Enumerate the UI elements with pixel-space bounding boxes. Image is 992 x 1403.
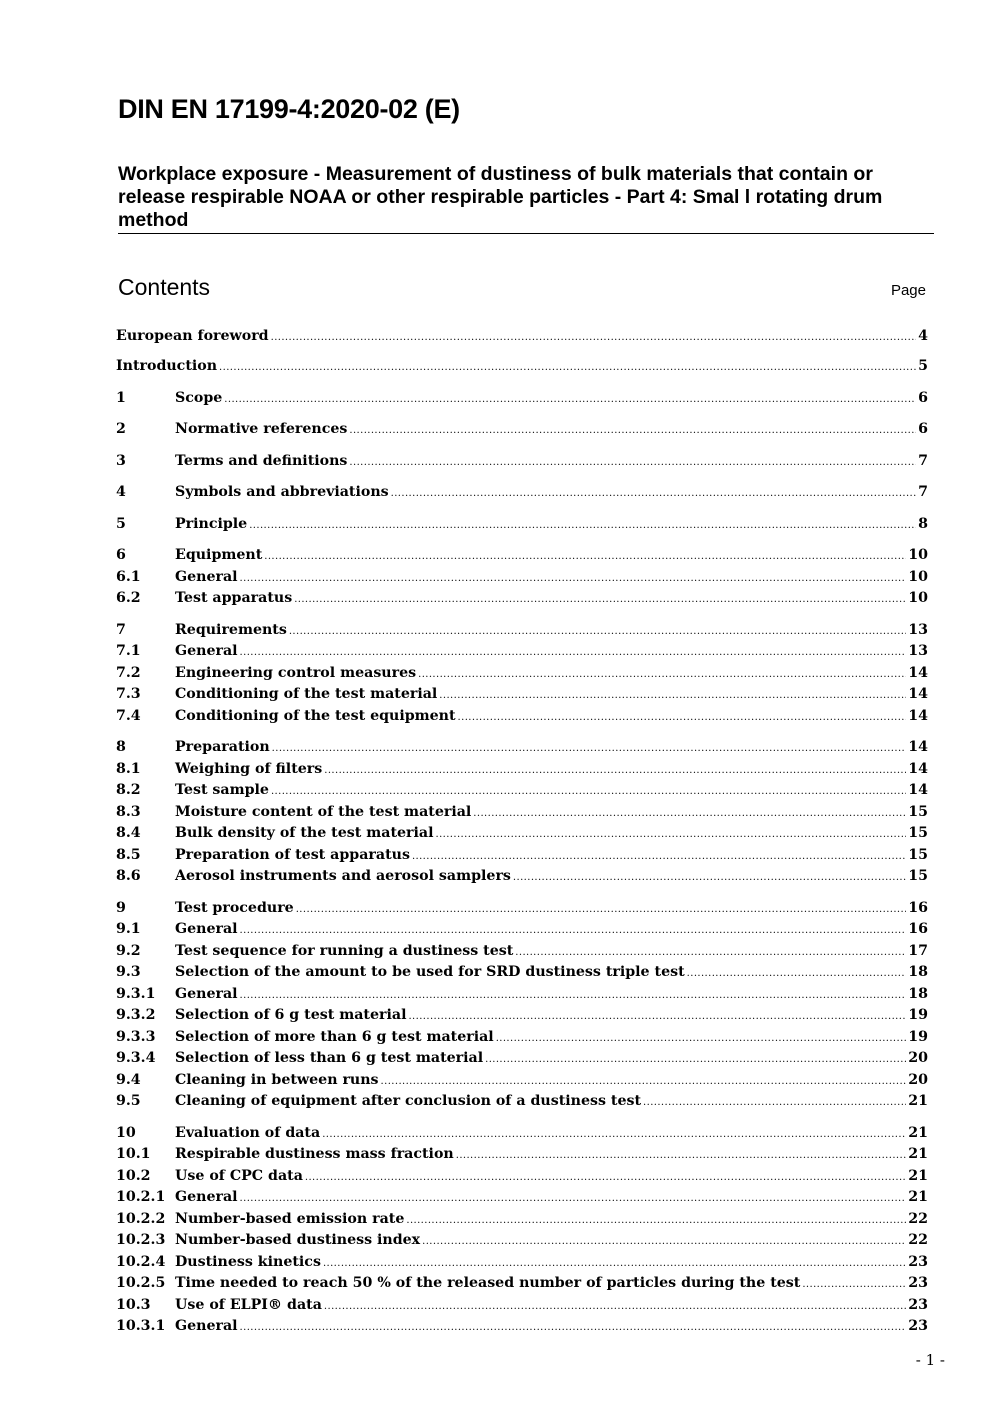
toc-entry[interactable] (116, 1090, 928, 1112)
toc-entry[interactable] (116, 1122, 928, 1144)
toc-entry-page: 21 (908, 1168, 928, 1184)
toc-entry-page: 21 (908, 1189, 928, 1205)
toc-entry-page: 14 (908, 708, 928, 724)
toc-entry-title: Cleaning in between runs (175, 1072, 379, 1088)
toc-entry-page: 21 (908, 1125, 928, 1141)
toc-entry[interactable] (116, 619, 928, 641)
toc-entry-page: 23 (908, 1275, 928, 1291)
toc-dot-leader (240, 920, 907, 942)
toc-entry-title: Conditioning of the test material (175, 686, 438, 702)
toc-entry-number: 10.2.2 (116, 1211, 166, 1227)
toc-dot-leader (264, 546, 906, 568)
toc-entry-number: 9.3 (116, 964, 141, 980)
toc-dot-leader (643, 1092, 906, 1114)
toc-dot-leader (219, 357, 916, 379)
toc-entry-title: General (175, 1318, 238, 1334)
toc-entry-number: 10.2.3 (116, 1232, 166, 1248)
toc-dot-leader (456, 1145, 907, 1167)
toc-entry-title: Respirable dustiness mass fraction (175, 1146, 454, 1162)
toc-dot-leader (294, 589, 906, 611)
toc-entry-number: 2 (116, 421, 126, 437)
toc-entry[interactable] (116, 662, 928, 684)
toc-entry-page: 19 (908, 1029, 928, 1045)
toc-entry-number: 10.2.4 (116, 1254, 166, 1270)
toc-dot-leader (408, 1006, 906, 1028)
toc-dot-leader (513, 867, 906, 889)
toc-entry-number: 7.3 (116, 686, 141, 702)
toc-entry-title: Use of ELPI® data (175, 1297, 322, 1313)
toc-entry-title: Conditioning of the test equipment (175, 708, 456, 724)
toc-entry[interactable] (116, 683, 928, 705)
toc-entry-page: 18 (908, 986, 928, 1002)
toc-entry-number: 8.1 (116, 761, 141, 777)
title-underline (118, 233, 934, 234)
toc-entry-title: General (175, 569, 238, 585)
toc-dot-leader (391, 483, 916, 505)
toc-entry-page: 10 (908, 590, 928, 606)
toc-entry-number: 6 (116, 547, 126, 563)
toc-entry-page: 13 (908, 622, 928, 638)
toc-entry[interactable] (116, 1315, 928, 1337)
toc-entry-title: Test apparatus (175, 590, 293, 606)
toc-entry[interactable] (116, 961, 928, 983)
toc-entry-number: 9.3.3 (116, 1029, 156, 1045)
page-column-label: Page (890, 282, 926, 299)
footer-page-number: - 1 - (915, 1351, 945, 1369)
toc-entry[interactable] (116, 822, 928, 844)
toc-entry-page: 14 (908, 686, 928, 702)
toc-entry[interactable] (116, 566, 928, 588)
toc-entry-page: 21 (908, 1146, 928, 1162)
toc-entry[interactable] (116, 1229, 928, 1251)
toc-dot-leader (435, 824, 906, 846)
toc-entry-title: Introduction (116, 358, 218, 374)
toc-entry[interactable] (116, 779, 928, 801)
toc-entry[interactable] (116, 1004, 928, 1026)
toc-entry-page: 6 (918, 421, 928, 437)
toc-dot-leader (271, 327, 917, 349)
toc-entry-page: 6 (918, 390, 928, 406)
toc-entry[interactable] (116, 940, 928, 962)
toc-dot-leader (240, 1188, 907, 1210)
toc-entry[interactable] (116, 801, 928, 823)
toc-entry-page: 14 (908, 782, 928, 798)
toc-entry[interactable] (116, 758, 928, 780)
toc-entry-number: 9.3.4 (116, 1050, 156, 1066)
toc-entry[interactable] (116, 1186, 928, 1208)
toc-entry-title: European foreword (116, 328, 269, 344)
toc-entry-page: 20 (908, 1050, 928, 1066)
toc-entry-number: 8.3 (116, 804, 141, 820)
toc-entry-title: Number-based emission rate (175, 1211, 405, 1227)
toc-entry-title: Aerosol instruments and aerosol samplers (175, 868, 511, 884)
toc-entry-title: Principle (175, 516, 248, 532)
toc-entry-page: 10 (908, 547, 928, 563)
toc-entry-title: Terms and definitions (175, 453, 348, 469)
toc-entry-page: 15 (908, 847, 928, 863)
toc-entry-page: 7 (918, 453, 928, 469)
toc-entry-title: Preparation of test apparatus (175, 847, 410, 863)
toc-dot-leader (485, 1049, 906, 1071)
toc-entry[interactable] (116, 387, 928, 409)
toc-entry-number: 7 (116, 622, 126, 638)
toc-entry-page: 14 (908, 739, 928, 755)
toc-entry-number: 4 (116, 484, 126, 500)
toc-entry-page: 15 (908, 868, 928, 884)
toc-entry[interactable] (116, 418, 928, 440)
toc-entry-number: 10.2.5 (116, 1275, 166, 1291)
toc-entry-number: 10.3.1 (116, 1318, 166, 1334)
toc-entry-page: 14 (908, 665, 928, 681)
toc-dot-leader (687, 963, 907, 985)
toc-dot-leader (422, 1231, 906, 1253)
toc-entry[interactable] (116, 544, 928, 566)
toc-entry-number: 5 (116, 516, 126, 532)
toc-entry-page: 19 (908, 1007, 928, 1023)
toc-entry-title: General (175, 1189, 238, 1205)
toc-entry-number: 10.2 (116, 1168, 151, 1184)
toc-entry-page: 10 (908, 569, 928, 585)
toc-entry-title: Moisture content of the test material (175, 804, 472, 820)
toc-dot-leader (439, 685, 906, 707)
toc-dot-leader (349, 420, 916, 442)
toc-entry-number: 7.2 (116, 665, 141, 681)
toc-entry-number: 9.1 (116, 921, 141, 937)
toc-entry-number: 9.4 (116, 1072, 141, 1088)
toc-entry-title: Dustiness kinetics (175, 1254, 321, 1270)
toc-entry-page: 17 (908, 943, 928, 959)
toc-entry-title: Weighing of filters (175, 761, 323, 777)
toc-entry-number: 9 (116, 900, 126, 916)
toc-entry[interactable] (116, 640, 928, 662)
toc-entry-number: 9.5 (116, 1093, 141, 1109)
toc-entry[interactable] (116, 355, 928, 377)
toc-entry-page: 4 (918, 328, 928, 344)
toc-entry-page: 22 (908, 1232, 928, 1248)
toc-entry-page: 20 (908, 1072, 928, 1088)
toc-entry[interactable] (116, 1069, 928, 1091)
toc-entry-number: 8 (116, 739, 126, 755)
toc-entry-title: General (175, 643, 238, 659)
toc-entry-title: Selection of more than 6 g test material (175, 1029, 494, 1045)
toc-entry[interactable] (116, 918, 928, 940)
toc-entry-number: 10.2.1 (116, 1189, 166, 1205)
toc-dot-leader (349, 452, 916, 474)
toc-entry-title: Selection of 6 g test material (175, 1007, 407, 1023)
toc-entry-page: 16 (908, 921, 928, 937)
toc-entry-number: 6.2 (116, 590, 141, 606)
toc-entry[interactable] (116, 450, 928, 472)
toc-entry-title: Use of CPC data (175, 1168, 303, 1184)
toc-entry[interactable] (116, 897, 928, 919)
toc-entry-title: Normative references (175, 421, 348, 437)
toc-entry-title: Test sequence for running a dustiness test (175, 943, 514, 959)
document-id: DIN EN 17199-4:2020-02 (E) (118, 94, 460, 124)
toc-entry[interactable] (116, 1294, 928, 1316)
document-title: Workplace exposure - Measurement of dustiness of bulk materials that contain or release respirable NOAA or other respirable particles - Part 4: Smal l rotating drum method (118, 163, 883, 231)
toc-entry-title: Bulk density of the test material (175, 825, 434, 841)
toc-dot-leader (224, 389, 916, 411)
toc-entry-number: 7.1 (116, 643, 141, 659)
toc-entry-page: 23 (908, 1318, 928, 1334)
toc-entry[interactable] (116, 865, 928, 887)
toc-entry-number: 10 (116, 1125, 136, 1141)
toc-entry-page: 8 (918, 516, 928, 532)
toc-entry-page: 23 (908, 1254, 928, 1270)
toc-dot-leader (240, 642, 907, 664)
toc-entry[interactable] (116, 1251, 928, 1273)
toc-entry[interactable] (116, 983, 928, 1005)
toc-entry-title: Selection of less than 6 g test material (175, 1050, 484, 1066)
toc-entry-page: 14 (908, 761, 928, 777)
toc-dot-leader (272, 738, 907, 760)
toc-entry[interactable] (116, 587, 928, 609)
toc-entry[interactable] (116, 1208, 928, 1230)
toc-entry-title: Engineering control measures (175, 665, 417, 681)
toc-entry-title: Cleaning of equipment after conclusion of a dustiness test (175, 1093, 642, 1109)
toc-entry-number: 8.6 (116, 868, 141, 884)
toc-entry-number: 3 (116, 453, 126, 469)
toc-entry-page: 7 (918, 484, 928, 500)
toc-dot-leader (458, 707, 907, 729)
toc-entry-page: 16 (908, 900, 928, 916)
toc-entry-title: Requirements (175, 622, 287, 638)
toc-entry-title: General (175, 986, 238, 1002)
toc-entry[interactable] (116, 481, 928, 503)
toc-entry-title: Symbols and abbreviations (175, 484, 389, 500)
toc-entry-title: Scope (175, 390, 223, 406)
toc-dot-leader (802, 1274, 906, 1296)
toc-entry-number: 8.2 (116, 782, 141, 798)
toc-entry[interactable] (116, 1272, 928, 1294)
contents-heading: Contents (118, 274, 211, 300)
toc-entry[interactable] (116, 325, 928, 347)
toc-entry-number: 9.3.1 (116, 986, 156, 1002)
toc-entry-page: 23 (908, 1297, 928, 1313)
toc-entry-page: 5 (918, 358, 928, 374)
toc-entry-number: 9.3.2 (116, 1007, 156, 1023)
toc-entry[interactable] (116, 1026, 928, 1048)
toc-entry-page: 22 (908, 1211, 928, 1227)
toc-entry-number: 1 (116, 390, 126, 406)
toc-entry-title: Equipment (175, 547, 263, 563)
toc-entry-title: Test procedure (175, 900, 294, 916)
toc-dot-leader (249, 515, 916, 537)
toc-entry[interactable] (116, 1165, 928, 1187)
toc-entry-number: 9.2 (116, 943, 141, 959)
toc-entry[interactable] (116, 736, 928, 758)
toc-entry-number: 8.4 (116, 825, 141, 841)
toc-dot-leader (240, 1317, 907, 1339)
toc-entry-page: 13 (908, 643, 928, 659)
toc-entry-page: 15 (908, 825, 928, 841)
toc-entry-page: 18 (908, 964, 928, 980)
toc-entry-title: Selection of the amount to be used for SRD dustiness triple test (175, 964, 685, 980)
toc-entry-number: 6.1 (116, 569, 141, 585)
toc-entry[interactable] (116, 705, 928, 727)
toc-entry-title: Number-based dustiness index (175, 1232, 421, 1248)
toc-entry[interactable] (116, 513, 928, 535)
toc-entry-title: Test sample (175, 782, 269, 798)
toc-entry[interactable] (116, 1143, 928, 1165)
toc-entry-title: Time needed to reach 50 % of the released number of particles during the test (175, 1275, 801, 1291)
toc-entry[interactable] (116, 1047, 928, 1069)
toc-entry-number: 7.4 (116, 708, 141, 724)
toc-entry-page: 15 (908, 804, 928, 820)
toc-entry[interactable] (116, 844, 928, 866)
toc-entry-title: General (175, 921, 238, 937)
toc-entry-page: 21 (908, 1093, 928, 1109)
toc-entry-title: Preparation (175, 739, 270, 755)
toc-dot-leader (271, 781, 906, 803)
toc-entry-number: 8.5 (116, 847, 141, 863)
toc-entry-number: 10.3 (116, 1297, 151, 1313)
toc-entry-number: 10.1 (116, 1146, 151, 1162)
toc-entry-title: Evaluation of data (175, 1125, 321, 1141)
